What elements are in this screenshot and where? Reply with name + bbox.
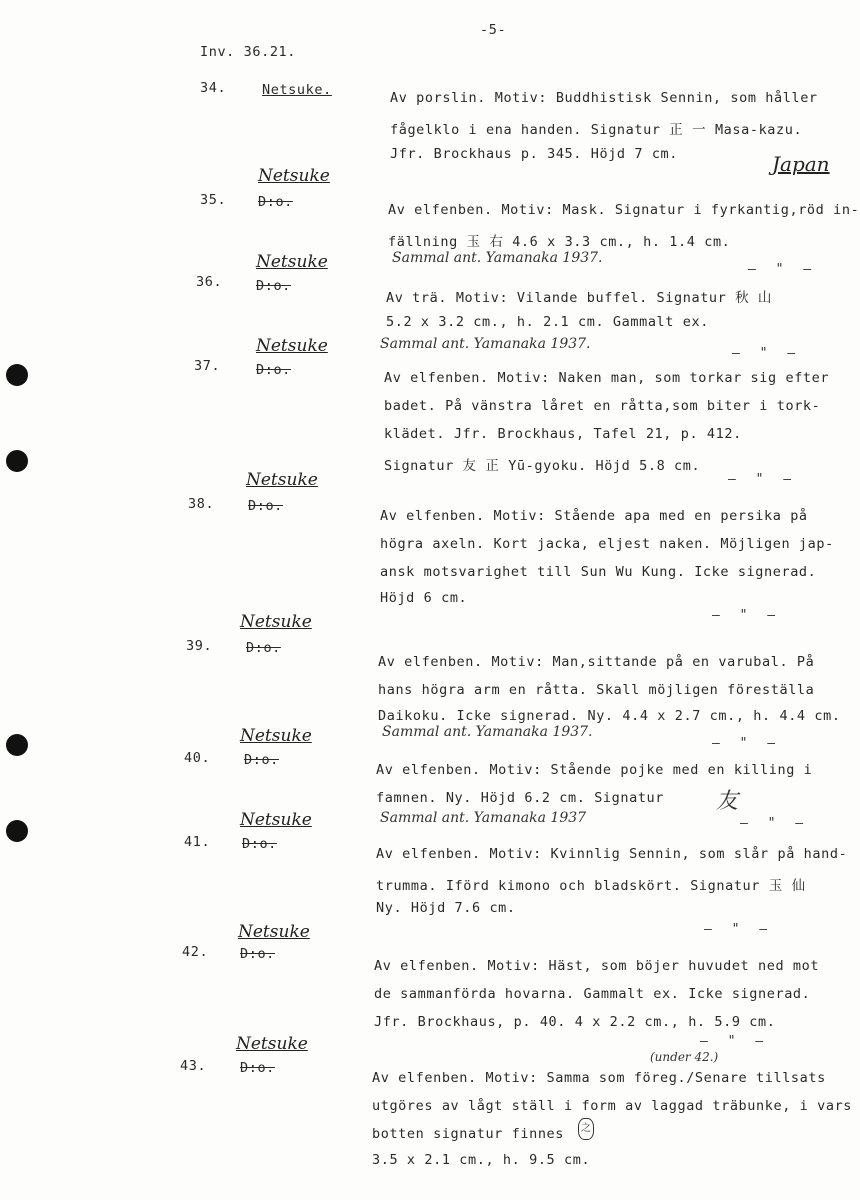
handwritten-note: Sammal ant. Yamanaka 1937. xyxy=(392,250,603,266)
ditto-mark: D:o. xyxy=(242,836,277,852)
entry-line: fällning 玉 右 4.6 x 3.3 cm., h. 1.4 cm. xyxy=(388,234,731,250)
ditto-mark: D:o. xyxy=(256,278,291,294)
handwritten-note: Sammal ant. Yamanaka 1937 xyxy=(380,810,587,826)
ditto-dash: — " — xyxy=(712,736,782,751)
insert-note: (under 42.) xyxy=(650,1050,719,1064)
entry-line: högra axeln. Kort jacka, eljest naken. Möjligen jap- xyxy=(380,536,834,552)
entry-line: Jfr. Brockhaus p. 345. Höjd 7 cm. xyxy=(390,146,679,162)
entry-line: Av elfenben. Motiv: Mask. Signatur i fyrkantig,röd in- xyxy=(388,202,860,218)
page-number: -5- xyxy=(480,22,507,38)
punch-hole xyxy=(6,364,28,386)
entry-line: Höjd 6 cm. xyxy=(380,590,468,606)
entry-line: Ny. Höjd 7.6 cm. xyxy=(376,900,516,916)
handwritten-name: Netsuke xyxy=(256,252,328,272)
entry-number: 37. xyxy=(194,358,221,374)
entry-line: de sammanförda hovarna. Gammalt ex. Icke signerad. xyxy=(374,986,811,1002)
entry-line: Av elfenben. Motiv: Kvinnlig Sennin, som slår på hand- xyxy=(376,846,848,862)
entry-line: Av trä. Motiv: Vilande buffel. Signatur 秋 山 xyxy=(386,290,773,306)
ditto-dash: — " — xyxy=(712,608,782,623)
ditto-dash: — " — xyxy=(732,346,802,361)
punch-hole xyxy=(6,734,28,756)
ditto-mark: D:o. xyxy=(256,362,291,378)
entry-line: botten signatur finnes xyxy=(372,1126,565,1142)
ditto-mark: D:o. xyxy=(240,946,275,962)
entry-line: Av porslin. Motiv: Buddhistisk Sennin, som håller xyxy=(390,90,818,106)
entry-line: Signatur 友 正 Yū-gyoku. Höjd 5.8 cm. xyxy=(384,458,701,474)
entry-name: Netsuke. xyxy=(262,82,332,98)
handwritten-name: Netsuke xyxy=(240,810,312,830)
entry-number: 35. xyxy=(200,192,227,208)
entry-line: 3.5 x 2.1 cm., h. 9.5 cm. xyxy=(372,1152,591,1168)
inventory-number: Inv. 36.21. xyxy=(200,44,297,60)
punch-hole xyxy=(6,450,28,472)
entry-line: hans högra arm en råtta. Skall möjligen föreställa xyxy=(378,682,815,698)
handwritten-name: Netsuke xyxy=(238,922,310,942)
entry-number: 36. xyxy=(196,274,223,290)
entry-line: Daikoku. Icke signerad. Ny. 4.4 x 2.7 cm., h. 4.4 cm. xyxy=(378,708,841,724)
handwritten-note: Sammal ant. Yamanaka 1937. xyxy=(382,724,593,740)
handwritten-name: Netsuke xyxy=(258,166,330,186)
ditto-dash: — " — xyxy=(728,472,798,487)
entry-line: famnen. Ny. Höjd 6.2 cm. Signatur xyxy=(376,790,665,806)
ditto-dash: — " — xyxy=(700,1034,770,1049)
entry-line: Av elfenben. Motiv: Naken man, som torkar sig efter xyxy=(384,370,830,386)
seal-icon: 之 xyxy=(578,1118,594,1140)
handwritten-name: Netsuke xyxy=(236,1034,308,1054)
entry-line: Av elfenben. Motiv: Häst, som böjer huvudet ned mot xyxy=(374,958,820,974)
entry-line: Av elfenben. Motiv: Stående pojke med en killing i xyxy=(376,762,813,778)
entry-number: 43. xyxy=(180,1058,207,1074)
handwritten-name: Netsuke xyxy=(256,336,328,356)
entry-line: klädet. Jfr. Brockhaus, Tafel 21, p. 412. xyxy=(384,426,742,442)
punch-hole xyxy=(6,820,28,842)
entry-number: 39. xyxy=(186,638,213,654)
entry-number: 34. xyxy=(200,80,227,96)
ditto-dash: — " — xyxy=(704,922,774,937)
entry-line: ansk motsvarighet till Sun Wu Kung. Icke signerad. xyxy=(380,564,817,580)
japan-note: Japan xyxy=(772,152,830,176)
entry-line: Av elfenben. Motiv: Samma som föreg./Senare tillsats xyxy=(372,1070,826,1086)
ditto-dash: — " — xyxy=(740,816,810,831)
entry-number: 38. xyxy=(188,496,215,512)
entry-number: 41. xyxy=(184,834,211,850)
entry-line: fågelklo i ena handen. Signatur 正 一 Masa-kazu. xyxy=(390,122,803,138)
entry-line: trumma. Iförd kimono och bladskört. Signatur 玉 仙 xyxy=(376,878,806,894)
ditto-mark: D:o. xyxy=(258,194,293,210)
entry-line: Av elfenben. Motiv: Man,sittande på en varubal. På xyxy=(378,654,815,670)
handwritten-name: Netsuke xyxy=(240,612,312,632)
entry-number: 42. xyxy=(182,944,209,960)
entry-line: badet. På vänstra låret en råtta,som biter i tork- xyxy=(384,398,821,414)
handwritten-name: Netsuke xyxy=(246,470,318,490)
entry-line: Av elfenben. Motiv: Stående apa med en persika på xyxy=(380,508,808,524)
ditto-dash: — " — xyxy=(748,262,818,277)
entry-number: 40. xyxy=(184,750,211,766)
ditto-mark: D:o. xyxy=(246,640,281,656)
handwritten-name: Netsuke xyxy=(240,726,312,746)
entry-line: 5.2 x 3.2 cm., h. 2.1 cm. Gammalt ex. xyxy=(386,314,709,330)
entry-line: Jfr. Brockhaus, p. 40. 4 x 2.2 cm., h. 5.9 cm. xyxy=(374,1014,776,1030)
ditto-mark: D:o. xyxy=(244,752,279,768)
signature-mark: 友 xyxy=(716,789,739,814)
entry-line: utgöres av lågt ställ i form av laggad träbunke, i vars xyxy=(372,1098,853,1114)
ditto-mark: D:o. xyxy=(240,1060,275,1076)
handwritten-note: Sammal ant. Yamanaka 1937. xyxy=(380,336,591,352)
ditto-mark: D:o. xyxy=(248,498,283,514)
